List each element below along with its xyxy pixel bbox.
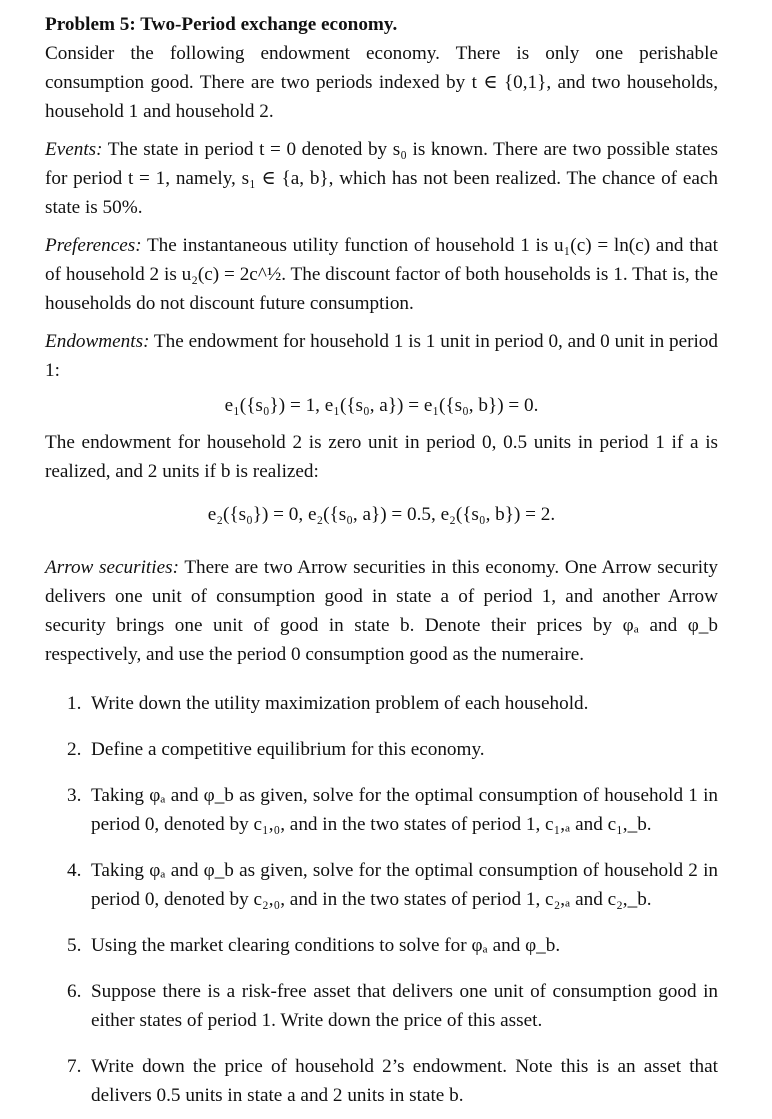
problem-document	[45, 10, 718, 1110]
question-item	[45, 856, 718, 914]
equation-household1: e₁({s₀}) = 1, e₁({s₀, a}) = e₁({s₀, b}) = 0.	[224, 395, 539, 416]
question-text: Suppose there is a risk-free asset that delivers one unit of consumption good in either states of period 1. Write down the price of this asset.	[91, 981, 718, 1031]
question-text: Write down the price of household 2’s endowment. Note this is an asset that delivers 0.5 units in state a and 2 units in state b.	[91, 1056, 718, 1106]
question-number: 5.	[67, 935, 82, 956]
preferences-text: The instantaneous utility function of household 1 is u₁(c) = ln(c) and that of household 2 is u₂(c) = 2c^½. The discount factor of both households is 1. That is, the households do not discount future consumption.	[45, 235, 718, 314]
equation-household2: e₂({s₀}) = 0, e₂({s₀, a}) = 0.5, e₂({s₀, b}) = 2.	[207, 504, 556, 525]
endowment2-paragraph: The endowment for household 2 is zero unit in period 0, 0.5 units in period 1 if a is realized, and 2 units if b is realized:	[45, 432, 718, 482]
question-item	[45, 781, 718, 839]
question-item	[45, 689, 718, 718]
question-text: Using the market clearing conditions to solve for φₐ and φ_b.	[91, 935, 561, 956]
events-text: The state in period t = 0 denoted by s₀ is known. There are two possible states for period t = 1, namely, s₁ ∈ {a, b}, which has not been realized. The chance of each state is 50%.	[45, 139, 718, 218]
endowments-label: Endowments:	[45, 331, 150, 352]
question-number: 7.	[67, 1056, 82, 1077]
question-text: Taking φₐ and φ_b as given, solve for the optimal consumption of household 1 in period 0, denoted by c₁,₀, and in the two states of period 1, c₁,ₐ and c₁,_b.	[91, 785, 718, 835]
events-label: Events:	[45, 139, 103, 160]
question-text: Write down the utility maximization problem of each household.	[91, 693, 589, 714]
arrow-label: Arrow securities:	[45, 557, 179, 578]
arrow-paragraph	[45, 553, 718, 669]
question-item	[45, 977, 718, 1035]
endowments-paragraph	[45, 327, 718, 385]
preferences-paragraph	[45, 231, 718, 318]
question-text: Define a competitive equilibrium for this economy.	[91, 739, 485, 760]
question-number: 4.	[67, 860, 82, 881]
problem-title: Problem 5: Two-Period exchange economy.	[45, 14, 398, 35]
question-list	[45, 689, 718, 1110]
question-item	[45, 1052, 718, 1110]
arrow-text: There are two Arrow securities in this economy. One Arrow security delivers one unit of consumption good in state a of period 1, and another Arrow security brings one unit of good in state b. Denote their prices by φₐ and φ_b respectively, and use the period 0 consumption good as the numeraire.	[45, 557, 719, 665]
question-number: 6.	[67, 981, 82, 1002]
question-number: 3.	[67, 785, 82, 806]
events-paragraph	[45, 135, 718, 222]
question-text: Taking φₐ and φ_b as given, solve for the optimal consumption of household 2 in period 0, denoted by c₂,₀, and in the two states of period 1, c₂,ₐ and c₂,_b.	[91, 860, 718, 910]
question-number: 1.	[67, 693, 82, 714]
preferences-label: Preferences:	[45, 235, 142, 256]
question-item	[45, 931, 718, 960]
question-number: 2.	[67, 739, 82, 760]
intro-paragraph: Consider the following endowment economy. There is only one perishable consumption good. There are two periods indexed by t ∈ {0,1}, and two households, household 1 and household 2.	[45, 43, 718, 122]
question-item	[45, 735, 718, 764]
endowments-text: The endowment for household 1 is 1 unit in period 0, and 0 unit in period 1:	[45, 331, 718, 381]
